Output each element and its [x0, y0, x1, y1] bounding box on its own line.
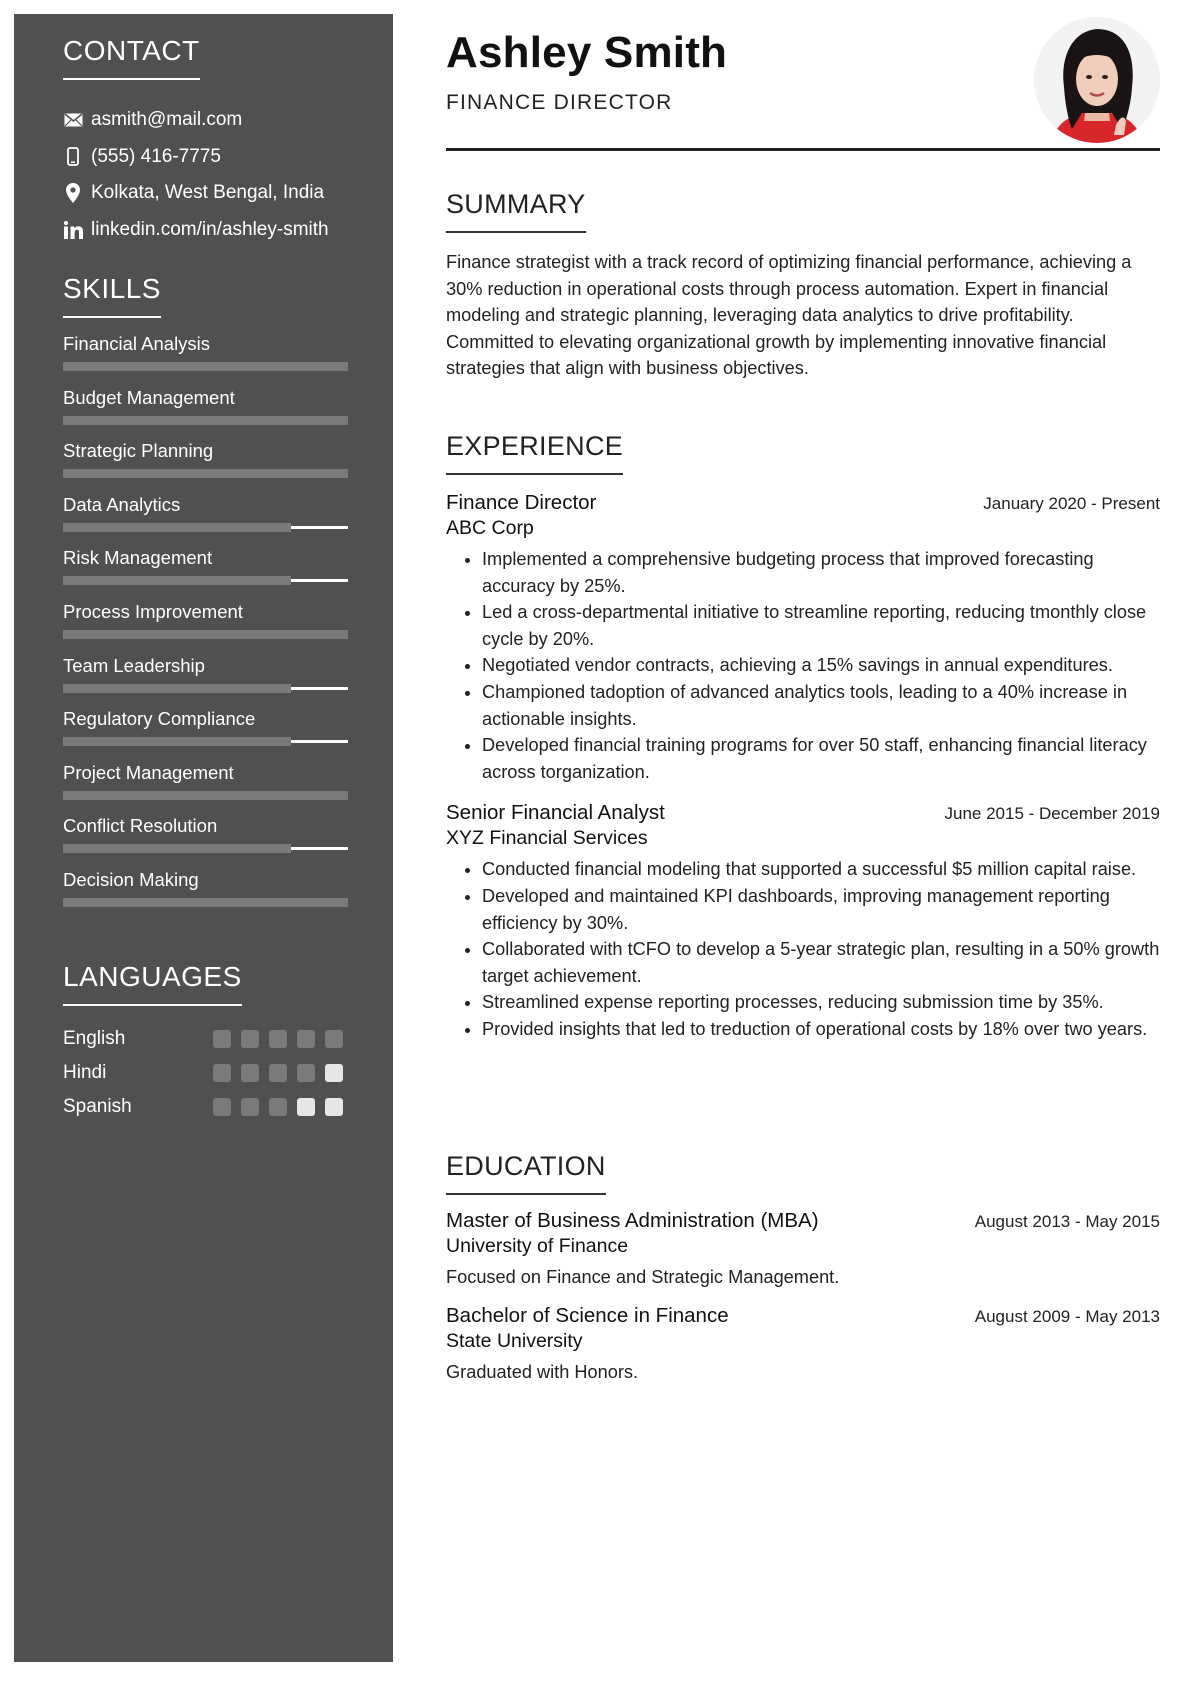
skill-name: Data Analytics	[63, 493, 181, 515]
skill-level-remainder	[291, 847, 348, 850]
skill-level-fill	[63, 844, 291, 853]
skill-name: Team Leadership	[63, 654, 205, 676]
skill-level-fill	[63, 523, 291, 532]
school-name: University of Finance	[446, 1235, 629, 1257]
skill-name: Risk Management	[63, 547, 213, 569]
education-heading: EDUCATION	[446, 1150, 606, 1195]
degree-name: Master of Business Administration (MBA)	[446, 1209, 819, 1232]
rating-dot-empty	[297, 1098, 315, 1116]
experience-section	[446, 430, 1160, 1043]
bullet-item: • Championed tadoption of advanced analytics tools, leading to a 40% increase in actionable insights.	[482, 679, 1160, 732]
skill-level-fill	[63, 791, 348, 800]
rating-dot-empty	[325, 1098, 343, 1116]
education-dates: August 2013 - May 2015	[974, 1212, 1160, 1231]
skill-item	[63, 493, 363, 547]
languages-section	[63, 960, 363, 1124]
skill-item	[63, 600, 363, 654]
language-item	[63, 1022, 363, 1056]
skill-level-bar	[63, 416, 348, 425]
bullet-item: • Provided insights that led to treduction of operational costs by 18% over two years.	[482, 1016, 1160, 1043]
job-dates: June 2015 - December 2019	[944, 804, 1160, 824]
phone-text: (555) 416-7775	[91, 145, 221, 167]
skill-level-fill	[63, 684, 291, 693]
language-name: English	[63, 1028, 126, 1049]
skill-level-bar	[63, 469, 348, 478]
rating-dot-filled	[297, 1030, 315, 1048]
contact-phone[interactable]	[63, 139, 363, 176]
job-entry	[446, 491, 1160, 785]
experience-heading: EXPERIENCE	[446, 430, 623, 475]
location-text: Kolkata, West Bengal, India	[91, 182, 325, 204]
summary-text: Finance strategist with a track record of optimizing financial performance, achieving a 30% reduction in operational costs through process automation. Expert in financial modeling and strategic planning, leveraging data analytics to drive profitability. Committed to elevating organizational growth by implementing innovative financial strategies that align with business objectives.	[446, 252, 1132, 379]
language-name: Spanish	[63, 1096, 132, 1117]
summary-heading: SUMMARY	[446, 188, 586, 233]
contact-list	[63, 102, 363, 248]
job-company: ABC Corp	[446, 517, 534, 539]
skill-item	[63, 868, 363, 922]
skill-level-bar	[63, 576, 348, 585]
skill-name: Process Improvement	[63, 600, 243, 622]
skill-level-fill	[63, 362, 348, 371]
skill-name: Financial Analysis	[63, 333, 211, 354]
language-rating	[213, 1064, 343, 1082]
skill-level-remainder	[291, 687, 348, 690]
skill-level-bar	[63, 684, 348, 693]
language-item	[63, 1056, 363, 1090]
skill-name: Strategic Planning	[63, 440, 214, 462]
skill-name: Project Management	[63, 761, 234, 783]
bullet-item: • Conducted financial modeling that supported a successful $5 million capital raise.	[482, 856, 1160, 883]
skill-item	[63, 386, 363, 440]
job-role: Senior Financial Analyst	[446, 801, 665, 825]
rating-dot-filled	[241, 1064, 259, 1082]
skill-item	[63, 707, 363, 761]
contact-email[interactable]	[63, 102, 363, 139]
header-divider	[446, 148, 1160, 151]
bullet-item: • Implemented a comprehensive budgeting process that improved forecasting accuracy by 25%.	[482, 546, 1160, 599]
rating-dot-filled	[213, 1098, 231, 1116]
rating-dot-filled	[241, 1030, 259, 1048]
skill-level-remainder	[291, 526, 348, 529]
skill-item	[63, 761, 363, 815]
rating-dot-filled	[241, 1098, 259, 1116]
skills-section	[63, 272, 363, 922]
skill-name: Decision Making	[63, 868, 199, 890]
bullet-item: • Streamlined expense reporting processes, reducing submission time by 35%.	[482, 989, 1160, 1016]
bullet-item: • Negotiated vendor contracts, achieving a 15% savings in annual expenditures.	[482, 652, 1160, 679]
education-entry	[446, 1304, 1160, 1385]
skill-level-fill	[63, 898, 348, 907]
skill-item	[63, 814, 363, 868]
mail-icon	[63, 110, 83, 130]
skill-item	[63, 546, 363, 600]
job-entry	[446, 801, 1160, 1042]
rating-dot-filled	[213, 1030, 231, 1048]
skill-level-remainder	[291, 579, 348, 582]
job-role: Finance Director	[446, 491, 597, 514]
skill-level-fill	[63, 469, 348, 478]
candidate-name: Ashley Smith	[446, 28, 728, 77]
skill-level-fill	[63, 630, 348, 639]
skill-level-bar	[63, 791, 348, 800]
skill-level-bar	[63, 898, 348, 907]
skill-level-bar	[63, 630, 348, 639]
rating-dot-filled	[213, 1064, 231, 1082]
contact-linkedin[interactable]	[63, 212, 363, 249]
education-description: Graduated with Honors.	[446, 1362, 639, 1382]
rating-dot-filled	[297, 1064, 315, 1082]
summary-section	[446, 188, 1160, 382]
skill-item	[63, 332, 363, 386]
linkedin-text: linkedin.com/in/ashley-smith	[91, 218, 329, 240]
rating-dot-filled	[269, 1064, 287, 1082]
job-company: XYZ Financial Services	[446, 827, 648, 850]
skill-item	[63, 439, 363, 493]
bullet-item: • Developed financial training programs for over 50 staff, enhancing financial literacy across torganization.	[482, 732, 1160, 785]
job-bullets	[446, 546, 1160, 785]
contact-heading: CONTACT	[63, 34, 200, 80]
skill-level-bar	[63, 362, 348, 371]
phone-icon	[63, 147, 83, 167]
sidebar	[14, 14, 393, 1662]
skill-name: Budget Management	[63, 386, 235, 408]
skill-level-remainder	[291, 740, 348, 743]
language-item	[63, 1090, 363, 1124]
job-bullets	[446, 856, 1160, 1042]
job-dates: January 2020 - Present	[983, 494, 1160, 513]
bullet-item: • Led a cross-departmental initiative to streamline reporting, reducing tmonthly close cycle by 20%.	[482, 599, 1160, 652]
skill-level-fill	[63, 416, 348, 425]
languages-heading: LANGUAGES	[63, 960, 242, 1006]
skill-name: Conflict Resolution	[63, 815, 218, 837]
bullet-item: • Developed and maintained KPI dashboards, improving management reporting efficiency by 30%.	[482, 883, 1160, 936]
email-text: asmith@mail.com	[91, 109, 243, 131]
education-section	[446, 1150, 1160, 1385]
skill-level-fill	[63, 737, 291, 746]
linkedin-icon	[63, 220, 83, 240]
education-description: Focused on Finance and Strategic Management.	[446, 1267, 840, 1287]
skill-item	[63, 654, 363, 708]
skill-list	[63, 332, 363, 922]
education-entry	[446, 1209, 1160, 1290]
rating-dot-filled	[269, 1030, 287, 1048]
language-rating	[213, 1098, 343, 1116]
avatar	[1034, 17, 1160, 143]
school-name: State University	[446, 1330, 583, 1352]
skill-level-bar	[63, 737, 348, 746]
bullet-item: • Collaborated with tCFO to develop a 5-year strategic plan, resulting in a 50% growth target achievement.	[482, 936, 1160, 989]
skill-level-fill	[63, 576, 291, 585]
rating-dot-filled	[269, 1098, 287, 1116]
skill-level-bar	[63, 523, 348, 532]
language-rating	[213, 1030, 343, 1048]
language-name: Hindi	[63, 1062, 107, 1083]
language-list	[63, 1022, 363, 1124]
rating-dot-empty	[325, 1064, 343, 1082]
contact-location	[63, 175, 363, 212]
location-pin-icon	[63, 183, 83, 203]
contact-section	[63, 34, 363, 248]
education-dates: August 2009 - May 2013	[974, 1307, 1160, 1326]
degree-name: Bachelor of Science in Finance	[446, 1304, 729, 1327]
skill-level-bar	[63, 844, 348, 853]
candidate-title: FINANCE DIRECTOR	[446, 91, 673, 114]
rating-dot-filled	[325, 1030, 343, 1048]
skill-name: Regulatory Compliance	[63, 708, 256, 730]
skills-heading: SKILLS	[63, 272, 161, 318]
